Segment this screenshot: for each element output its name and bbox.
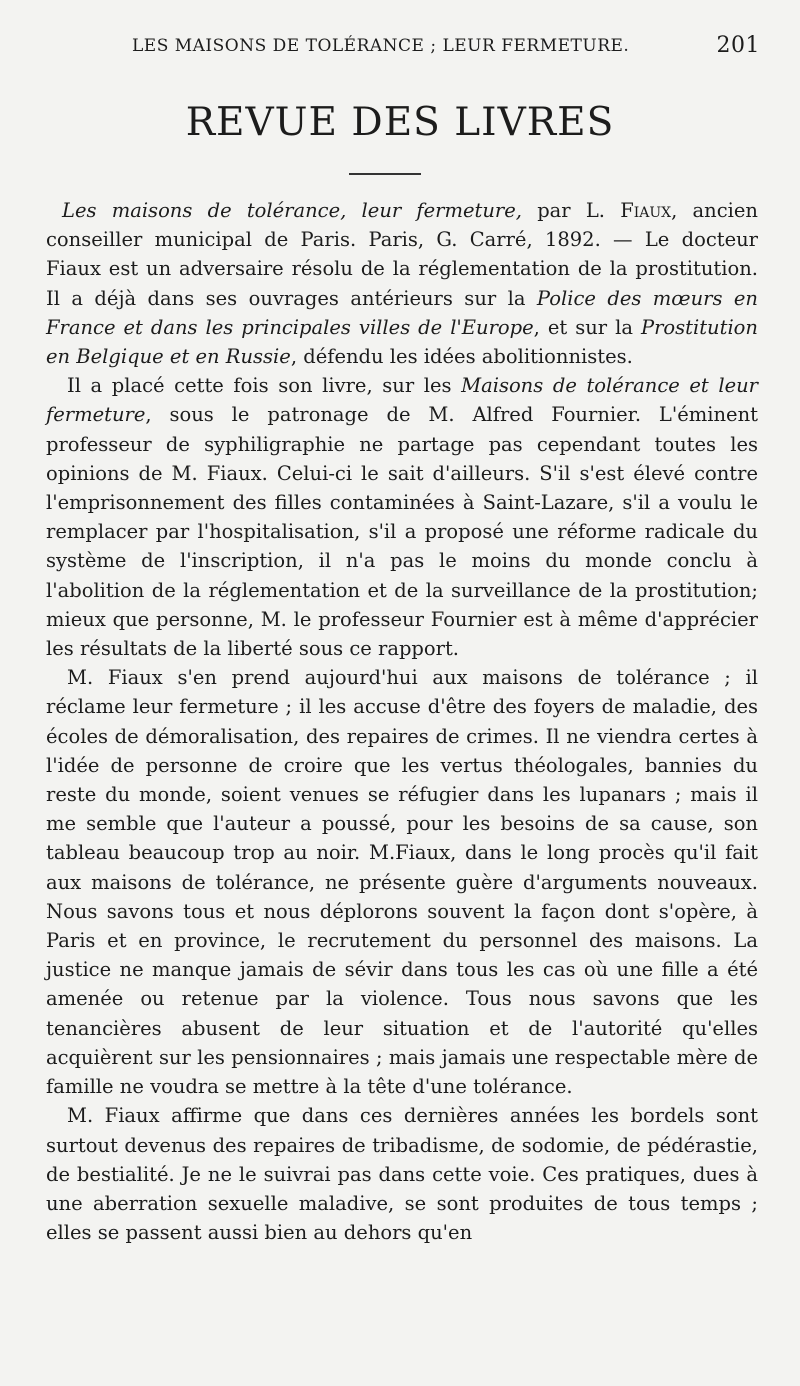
text-run: , sous le patronage de M. Alfred Fournier. L'éminent professeur de syphiligraphie ne partage pas cependant toutes les opinions de M. Fiaux. Celui-ci le sait d'ailleurs. S'il s'est élevé contre l'emprisonnement des filles contaminées à Saint-Lazare, s'il a voulu le remplacer par l'hospitalisation, s'il a proposé une réforme radicale du système de l'inscription, il n'a pas le moins du monde conclu à l'abolition de la réglementation et de la surveillance de la prostitution; mieux que personne, M. le professeur Fournier est à même d'apprécier les résultats de la liberté sous ce rapport. <box>46 403 758 661</box>
paragraph-3: M. Fiaux s'en prend aujourd'hui aux maisons de tolérance ; il réclame leur fermeture ; il les accuse d'être des foyers de maladie, des écoles de démoralisation, des repaires de crimes. Il ne viendra certes à l'idée de personne de croire que les vertus théologales, bannies du reste du monde, soient venues se réfugier dans les lupanars ; mais il me semble que l'auteur a poussé, pour les besoins de sa cause, son tableau beaucoup trop au noir. M.Fiaux, dans le long procès qu'il fait aux maisons de tolérance, ne présente guère d'arguments nouveaux. Nous savons tous et nous déplorons souvent la façon dont s'opère, à Paris et en province, le recrutement du personnel des maisons. La justice ne manque jamais de sévir dans tous les cas où une fille a été amenée ou retenue par la violence. Tous nous savons que les tenancières abusent de leur situation et de l'autorité qu'elles acquièrent sur les pensionnaires ; mais jamais une respectable mère de famille ne voudra se mettre à la tête d'une tolérance. <box>46 666 758 1099</box>
section-title: REVUE DES LIVRES <box>185 100 615 145</box>
paragraph-1 <box>46 196 758 371</box>
running-title: LES MAISONS DE TOLÉRANCE ; LEUR FERMETURE. <box>132 36 630 56</box>
text-run: , défendu les idées abolitionnistes. <box>290 345 633 369</box>
book-title: Les maisons de tolérance, leur fermeture, <box>62 199 522 222</box>
article-body <box>46 196 758 1247</box>
text-run: , ancien conseiller municipal de Paris. Paris, G. Carré, 1892. — Le docteur Fiaux est un adversaire résolu de la réglementation de la prostitution. Il a déjà dans ses ouvrages antérieurs sur la <box>46 199 758 310</box>
paragraph-2 <box>46 371 758 663</box>
text-run: Il a placé cette fois son livre, sur les <box>67 374 462 398</box>
cited-work: Police des mœurs en France et dans les principales villes de l'Europe <box>46 286 758 339</box>
cited-work: Maisons de tolérance et leur fermeture <box>46 374 758 427</box>
text-run: par L. <box>521 199 621 222</box>
paragraph-4: M. Fiaux affirme que dans ces dernières années les bordels sont surtout devenus des repaires de tribadisme, de sodomie, de pédérastie, de bestialité. Je ne le suivrai pas dans cette voie. Ces pratiques, dues à une aberration sexuelle maladive, se sont produites de tous temps ; elles se passent aussi bien au dehors qu'en <box>46 1104 758 1245</box>
author-name: Fiaux <box>620 199 672 222</box>
cited-work: Prostitution en Belgique et en Russie <box>46 315 758 369</box>
title-rule <box>349 173 421 175</box>
text-run: , et sur la <box>533 315 641 339</box>
page-number: 201 <box>716 33 760 58</box>
